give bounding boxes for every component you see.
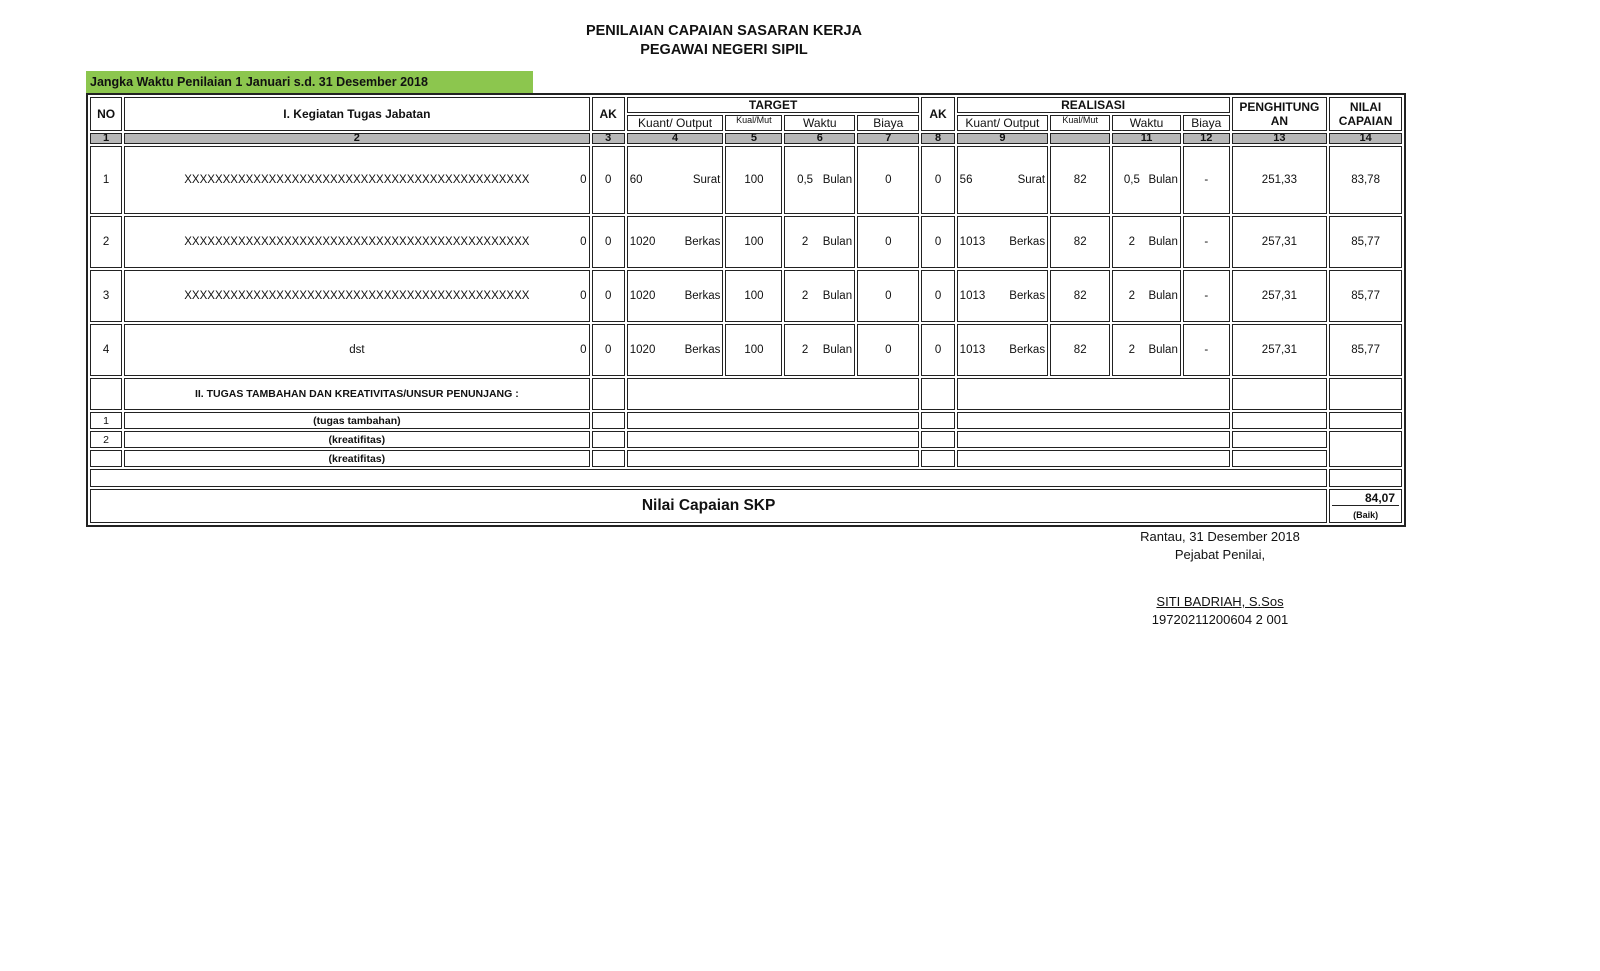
- section2-title: II. TUGAS TAMBAHAN DAN KREATIVITAS/UNSUR PENUNJANG :: [124, 378, 589, 410]
- header-ak: AK: [592, 97, 625, 131]
- header-penghitungan: PENGHITUNG AN: [1232, 97, 1328, 131]
- target-waktu-value: 0,5: [797, 174, 814, 186]
- row-realisasi-kuant: [957, 270, 1048, 322]
- row-penghitungan: 251,33: [1232, 146, 1328, 214]
- title-line-2: PEGAWAI NEGERI SIPIL: [640, 42, 808, 58]
- realisasi-waktu-value: 2: [1128, 344, 1136, 356]
- spacer-cell: [1329, 469, 1402, 487]
- inline-zero: 0: [580, 236, 587, 248]
- section2-empty-cell: [957, 412, 1230, 429]
- section2-header-row: [90, 378, 1402, 410]
- col-num: 12: [1183, 133, 1230, 144]
- final-score-row: [90, 489, 1402, 523]
- inline-zero: 0: [580, 290, 587, 302]
- col-num: 14: [1329, 133, 1402, 144]
- section2-no-cell: [90, 378, 122, 410]
- realisasi-kuant-unit: Surat: [1017, 174, 1046, 186]
- header-target-kual: Kual/Mut: [725, 115, 782, 131]
- section2-empty-cell: [1329, 412, 1402, 429]
- section2-empty-cell: [627, 431, 920, 448]
- row-realisasi-kual: 82: [1050, 216, 1110, 268]
- realisasi-kuant-unit: Berkas: [1009, 344, 1046, 356]
- row-target-waktu: [784, 270, 855, 322]
- section2-empty-cell: [921, 412, 954, 429]
- row-penghitungan: 257,31: [1232, 324, 1328, 376]
- section2-ak-cell: [592, 378, 625, 410]
- target-waktu-unit: Bulan: [822, 344, 853, 356]
- section2-penghitungan-cell: [1232, 378, 1328, 410]
- header-realisasi-waktu: Waktu: [1112, 115, 1181, 131]
- row-realisasi-ak: 0: [921, 146, 954, 214]
- target-waktu-value: 2: [801, 290, 809, 302]
- row-realisasi-waktu: [1112, 146, 1181, 214]
- section2-row: [90, 412, 1402, 429]
- row-target-biaya: 0: [857, 270, 919, 322]
- section2-empty-cell: [957, 431, 1230, 448]
- section2-item-no: 2: [90, 431, 122, 448]
- section2-item-label: (kreatifitas): [124, 431, 589, 448]
- row-no: 2: [90, 216, 122, 268]
- row-ak: 0: [592, 324, 625, 376]
- header-row-1: [90, 97, 1402, 113]
- section2-empty-cell: [592, 431, 625, 448]
- section2-empty-cell: [627, 412, 920, 429]
- col-num: 2: [124, 133, 589, 144]
- row-realisasi-ak: 0: [921, 270, 954, 322]
- row-realisasi-waktu: [1112, 324, 1181, 376]
- row-target-kuant: [627, 270, 724, 322]
- target-kuant-value: 1020: [629, 290, 656, 302]
- target-waktu-unit: Bulan: [822, 174, 853, 186]
- row-target-waktu: [784, 324, 855, 376]
- target-kuant-unit: Berkas: [684, 290, 721, 302]
- title-line-1: PENILAIAN CAPAIAN SASARAN KERJA: [585, 23, 863, 39]
- row-nilai-capaian: 85,77: [1329, 324, 1402, 376]
- row-target-kual: 100: [725, 324, 782, 376]
- realisasi-waktu-unit: Bulan: [1148, 290, 1178, 302]
- section2-row: [90, 431, 1402, 448]
- row-no: 3: [90, 270, 122, 322]
- realisasi-kuant-value: 56: [959, 174, 973, 186]
- final-score: 84,07: [1332, 491, 1399, 506]
- table-row: [90, 324, 1402, 376]
- final-label: Nilai Capaian SKP: [90, 489, 1327, 523]
- section2-nilai-cell: [1329, 378, 1402, 410]
- row-kegiatan: [124, 324, 589, 376]
- row-realisasi-ak: 0: [921, 324, 954, 376]
- header-kegiatan: I. Kegiatan Tugas Jabatan: [124, 97, 589, 131]
- col-num: 8: [921, 133, 954, 144]
- row-realisasi-kual: 82: [1050, 324, 1110, 376]
- header-realisasi-kuant: Kuant/ Output: [957, 115, 1048, 131]
- realisasi-waktu-value: 0,5: [1123, 174, 1140, 186]
- final-grade: (Baik): [1353, 509, 1379, 520]
- target-waktu-value: 2: [801, 236, 809, 248]
- section2-empty-cell: [1329, 431, 1402, 467]
- realisasi-kuant-value: 1013: [959, 236, 986, 248]
- row-ak: 0: [592, 146, 625, 214]
- kegiatan-text: dst: [349, 344, 365, 356]
- section2-empty-cell: [1232, 431, 1328, 448]
- header-nilai-capaian: NILAI CAPAIAN: [1329, 97, 1402, 131]
- section2-empty-cell: [1232, 450, 1328, 467]
- section2-empty-cell: [921, 450, 954, 467]
- row-realisasi-waktu: [1112, 270, 1181, 322]
- section2-item-label: (kreatifitas): [124, 450, 589, 467]
- target-kuant-unit: Berkas: [684, 344, 721, 356]
- row-realisasi-biaya: -: [1183, 270, 1230, 322]
- section2-empty-cell: [957, 450, 1230, 467]
- row-realisasi-waktu: [1112, 216, 1181, 268]
- inline-zero: 0: [580, 174, 587, 186]
- section2-empty-cell: [592, 450, 625, 467]
- sign-place-date: Rantau, 31 Desember 2018: [1140, 529, 1300, 544]
- target-kuant-unit: Surat: [692, 174, 721, 186]
- sign-name: [1080, 593, 1360, 610]
- realisasi-kuant-unit: Berkas: [1009, 236, 1046, 248]
- row-realisasi-biaya: -: [1183, 324, 1230, 376]
- target-waktu-value: 2: [801, 344, 809, 356]
- inline-zero: 0: [580, 344, 587, 356]
- row-realisasi-ak: 0: [921, 216, 954, 268]
- target-waktu-unit: Bulan: [822, 290, 853, 302]
- section2-row: [90, 450, 1402, 467]
- col-num: 11: [1112, 133, 1181, 144]
- row-nilai-capaian: 85,77: [1329, 270, 1402, 322]
- row-target-waktu: [784, 216, 855, 268]
- section2-empty-cell: [921, 431, 954, 448]
- row-target-biaya: 0: [857, 324, 919, 376]
- col-num: 13: [1232, 133, 1328, 144]
- skp-table: [86, 93, 1406, 527]
- spacer-cell: [90, 469, 1327, 487]
- row-realisasi-biaya: -: [1183, 146, 1230, 214]
- row-realisasi-kual: 82: [1050, 146, 1110, 214]
- row-no: 4: [90, 324, 122, 376]
- table-row: [90, 216, 1402, 268]
- row-target-biaya: 0: [857, 216, 919, 268]
- target-kuant-value: 1020: [629, 236, 656, 248]
- row-kegiatan: [124, 146, 589, 214]
- realisasi-waktu-unit: Bulan: [1148, 236, 1178, 248]
- signer-name: SITI BADRIAH, S.Sos: [1156, 594, 1284, 609]
- section2-item-label: (tugas tambahan): [124, 412, 589, 429]
- target-kuant-value: 60: [629, 174, 643, 186]
- row-realisasi-biaya: -: [1183, 216, 1230, 268]
- section2-empty-cell: [627, 450, 920, 467]
- row-realisasi-kuant: [957, 146, 1048, 214]
- realisasi-waktu-unit: Bulan: [1148, 344, 1178, 356]
- final-score-cell: [1329, 489, 1402, 523]
- header-ak-realisasi: AK: [921, 97, 954, 131]
- row-target-kuant: [627, 324, 724, 376]
- row-target-kuant: [627, 216, 724, 268]
- col-num: [1050, 133, 1110, 144]
- header-target-biaya: Biaya: [857, 115, 919, 131]
- col-num: 3: [592, 133, 625, 144]
- header-target-waktu: Waktu: [784, 115, 855, 131]
- header-target-kuant: Kuant/ Output: [627, 115, 724, 131]
- row-realisasi-kuant: [957, 324, 1048, 376]
- row-target-kuant: [627, 146, 724, 214]
- assessment-period: Jangka Waktu Penilaian 1 Januari s.d. 31 Desember 2018: [86, 71, 533, 93]
- document-title: [0, 22, 1448, 60]
- header-no: NO: [90, 97, 122, 131]
- sign-nip: 19720211200604 2 001: [1151, 612, 1289, 627]
- target-kuant-value: 1020: [629, 344, 656, 356]
- spacer-row: [90, 469, 1402, 487]
- row-target-kual: 100: [725, 270, 782, 322]
- col-num: 9: [957, 133, 1048, 144]
- col-num: 4: [627, 133, 724, 144]
- row-penghitungan: 257,31: [1232, 270, 1328, 322]
- section2-empty-cell: [1232, 412, 1328, 429]
- header-realisasi-biaya: Biaya: [1183, 115, 1230, 131]
- section2-realisasi-cell: [957, 378, 1230, 410]
- realisasi-waktu-value: 2: [1128, 236, 1136, 248]
- section2-item-no: 1: [90, 412, 122, 429]
- row-ak: 0: [592, 216, 625, 268]
- header-target: TARGET: [627, 97, 920, 113]
- target-waktu-unit: Bulan: [822, 236, 853, 248]
- row-target-kual: 100: [725, 146, 782, 214]
- row-nilai-capaian: 83,78: [1329, 146, 1402, 214]
- realisasi-kuant-unit: Berkas: [1009, 290, 1046, 302]
- row-kegiatan: [124, 216, 589, 268]
- row-realisasi-kual: 82: [1050, 270, 1110, 322]
- row-penghitungan: 257,31: [1232, 216, 1328, 268]
- row-target-waktu: [784, 146, 855, 214]
- column-number-row: [90, 133, 1402, 144]
- target-kuant-unit: Berkas: [684, 236, 721, 248]
- row-target-kual: 100: [725, 216, 782, 268]
- row-no: 1: [90, 146, 122, 214]
- realisasi-waktu-unit: Bulan: [1148, 174, 1178, 186]
- realisasi-kuant-value: 1013: [959, 290, 986, 302]
- col-num: 1: [90, 133, 122, 144]
- row-target-biaya: 0: [857, 146, 919, 214]
- kegiatan-text: XXXXXXXXXXXXXXXXXXXXXXXXXXXXXXXXXXXXXXXXXXXXX: [184, 236, 530, 248]
- row-ak: 0: [592, 270, 625, 322]
- table-row: [90, 270, 1402, 322]
- section2-target-cell: [627, 378, 920, 410]
- section2-empty-cell: [592, 412, 625, 429]
- kegiatan-text: XXXXXXXXXXXXXXXXXXXXXXXXXXXXXXXXXXXXXXXXXXXXX: [184, 290, 530, 302]
- row-nilai-capaian: 85,77: [1329, 216, 1402, 268]
- section2-item-no: [90, 450, 122, 467]
- col-num: 5: [725, 133, 782, 144]
- kegiatan-text: XXXXXXXXXXXXXXXXXXXXXXXXXXXXXXXXXXXXXXXXXXXXX: [184, 174, 530, 186]
- header-realisasi: REALISASI: [957, 97, 1230, 113]
- col-num: 6: [784, 133, 855, 144]
- realisasi-waktu-value: 2: [1128, 290, 1136, 302]
- header-realisasi-kual: Kual/Mut: [1050, 115, 1110, 131]
- sign-role: Pejabat Penilai,: [1174, 547, 1266, 562]
- table-row: [90, 146, 1402, 214]
- row-kegiatan: [124, 270, 589, 322]
- col-num: 7: [857, 133, 919, 144]
- section2-ak2-cell: [921, 378, 954, 410]
- realisasi-kuant-value: 1013: [959, 344, 986, 356]
- row-realisasi-kuant: [957, 216, 1048, 268]
